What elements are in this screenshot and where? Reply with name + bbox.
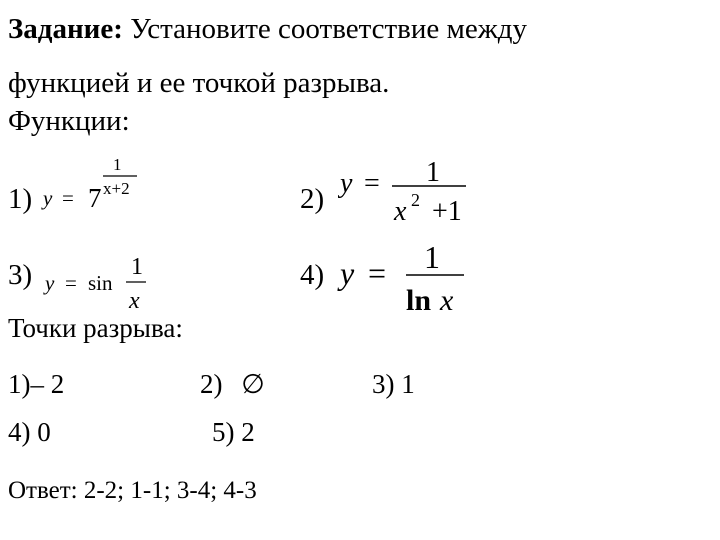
task-line-1	[8, 12, 527, 46]
function-3-number: 3)	[8, 259, 33, 291]
answer: Ответ: 2-2; 1-1; 3-4; 4-3	[8, 477, 257, 504]
point-2-number: 2)	[200, 369, 223, 399]
formula-1-base: 7	[88, 183, 102, 213]
formula-4-den-x: x	[440, 284, 454, 317]
formula-3-fn: sin	[88, 271, 113, 295]
point-1-number: 1)	[8, 369, 31, 399]
function-2-number: 2)	[300, 183, 325, 215]
formula-2-y: y	[340, 168, 353, 199]
formula-2-numerator: 1	[426, 157, 440, 188]
point-2	[200, 368, 265, 400]
formula-3-denominator: x	[129, 288, 140, 314]
task-text-1: Установите соответствие между	[130, 13, 528, 45]
formula-1-exp-num: 1	[113, 155, 122, 174]
point-1	[8, 368, 64, 400]
formula-4-y: y	[340, 255, 355, 291]
function-1-number: 1)	[8, 183, 33, 215]
point-4	[8, 416, 51, 448]
point-3-value: 1	[401, 369, 415, 399]
functions-heading: Функции:	[8, 105, 130, 137]
formula-2-den-pow: 2	[411, 190, 420, 210]
point-5-value: 2	[241, 417, 255, 447]
formula-2-den-x: x	[394, 196, 407, 227]
formula-1-y: y	[43, 186, 53, 210]
formula-1-eq: =	[62, 186, 74, 210]
formula-3-eq: =	[65, 271, 77, 295]
function-4-number: 4)	[300, 259, 325, 291]
task-label: Задание:	[8, 13, 123, 45]
formula-3	[40, 250, 160, 320]
task-text-2: функцией и ее точкой разрыва.	[8, 67, 390, 99]
formula-1-exp-den: x+2	[103, 179, 130, 198]
point-3	[372, 368, 415, 400]
formula-2-den-rest: +1	[432, 196, 462, 227]
formula-4-eq: =	[368, 255, 387, 291]
formula-2	[338, 150, 478, 230]
points-heading: Точки разрыва:	[8, 313, 183, 343]
formula-4	[336, 232, 476, 317]
point-3-number: 3)	[372, 369, 395, 399]
formula-2-eq: =	[364, 168, 380, 199]
formula-3-numerator: 1	[131, 254, 143, 280]
point-1-value: – 2	[30, 369, 65, 399]
point-4-value: 0	[37, 417, 51, 447]
empty-set-icon: ∅	[241, 369, 265, 399]
formula-1	[40, 150, 150, 220]
formula-3-y: y	[45, 271, 55, 295]
formula-4-den-fn: ln	[406, 284, 432, 317]
point-5	[212, 416, 255, 448]
point-5-number: 5)	[212, 417, 235, 447]
point-4-number: 4)	[8, 417, 31, 447]
formula-4-numerator: 1	[424, 239, 440, 275]
